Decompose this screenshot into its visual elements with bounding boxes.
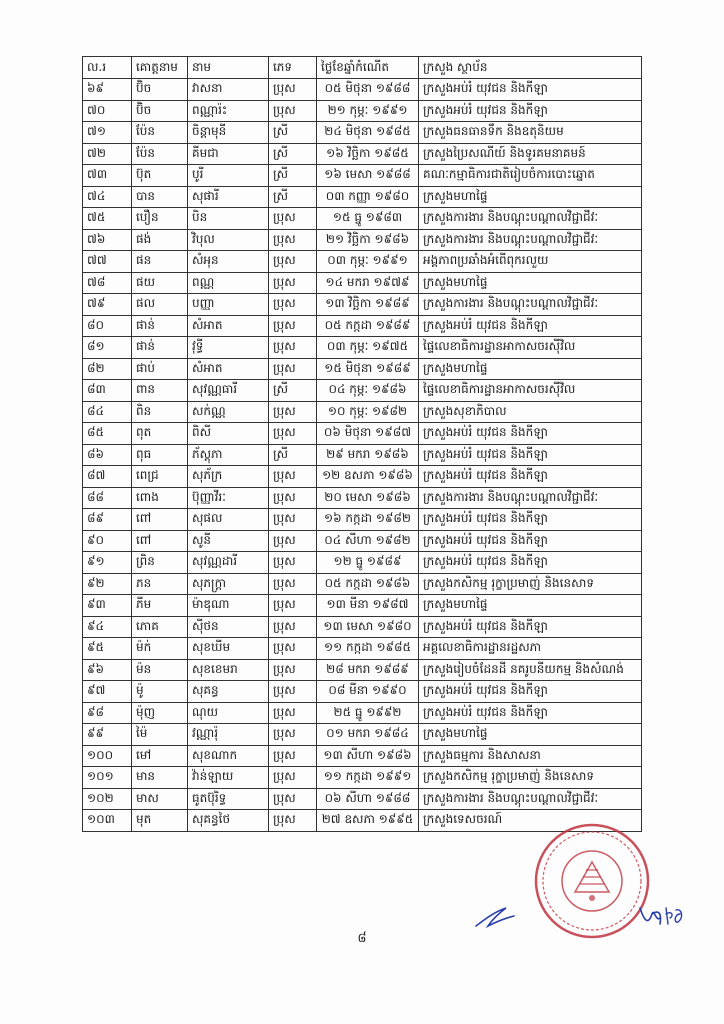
cell-ministry: ក្រសួងមហាផ្ទៃ bbox=[419, 595, 642, 617]
cell-no: ៧៩ bbox=[83, 294, 132, 316]
cell-ministry: ក្រសួងកសិកម្ម រុក្ខាប្រមាញ់ និងនេសាទ bbox=[419, 573, 642, 595]
cell-ministry: ក្រសួងអប់រំ យុវជន និងកីឡា bbox=[419, 552, 642, 574]
official-seal bbox=[533, 822, 651, 940]
table-row bbox=[83, 616, 642, 638]
table-row bbox=[83, 208, 642, 230]
cell-given-name: សុវណ្ណដារី bbox=[188, 552, 269, 574]
table-row bbox=[83, 745, 642, 767]
table-row bbox=[83, 79, 642, 101]
cell-no: ៧០ bbox=[83, 100, 132, 122]
cell-date-of-birth: ២៥ ធ្នូ ១៩៩២ bbox=[317, 702, 419, 724]
cell-date-of-birth: ០៥ កក្កដា ១៩៨៦ bbox=[317, 573, 419, 595]
cell-given-name: សុខខេមរា bbox=[188, 659, 269, 681]
cell-ministry: ក្រសួងអប់រំ យុវជន និងកីឡា bbox=[419, 444, 642, 466]
cell-date-of-birth: ០៣ កុម្ភៈ ១៩៩១ bbox=[317, 251, 419, 273]
cell-surname: ពុត bbox=[132, 423, 188, 445]
cell-ministry: អង្គភាពប្រឆាំងអំពើពុករលួយ bbox=[419, 251, 642, 273]
cell-ministry: ផ្ទៃលេខាធិការដ្ឋានអាកាសចរស៊ីវិល bbox=[419, 337, 642, 359]
cell-no: ៨៩ bbox=[83, 509, 132, 531]
cell-surname: ពៅ bbox=[132, 509, 188, 531]
cell-sex: ប្រុស bbox=[269, 337, 317, 359]
cell-sex: ស្រី bbox=[269, 380, 317, 402]
table-row bbox=[83, 401, 642, 423]
cell-ministry: គណៈកម្មាធិការជាតិរៀបចំការបោះឆ្នោត bbox=[419, 165, 642, 187]
cell-surname: ភីម bbox=[132, 595, 188, 617]
cell-date-of-birth: ២១ កុម្ភៈ ១៩៩១ bbox=[317, 100, 419, 122]
cell-no: ៧៣ bbox=[83, 165, 132, 187]
cell-ministry: ក្រសួងអប់រំ យុវជន និងកីឡា bbox=[419, 681, 642, 703]
cell-given-name: ពណ្ណ bbox=[188, 272, 269, 294]
cell-sex: ប្រុស bbox=[269, 702, 317, 724]
cell-surname: ពិន bbox=[132, 401, 188, 423]
cell-given-name: វិបុល bbox=[188, 229, 269, 251]
cell-date-of-birth: ០១ មករា ១៩៨៤ bbox=[317, 724, 419, 746]
cell-ministry: ក្រសួងការងារ និងបណ្តុះបណ្តាលវិជ្ជាជីវៈ bbox=[419, 788, 642, 810]
header-date-of-birth: ថ្ងៃខែឆ្នាំកំណើត bbox=[317, 57, 419, 79]
cell-sex: ប្រុស bbox=[269, 208, 317, 230]
cell-surname: ម៉ក់ bbox=[132, 638, 188, 660]
cell-no: ៨២ bbox=[83, 358, 132, 380]
cell-no: ៩៩ bbox=[83, 724, 132, 746]
cell-ministry: ក្រសួងធម្មការ និងសាសនា bbox=[419, 745, 642, 767]
cell-date-of-birth: ០៨ មីនា ១៩៩០ bbox=[317, 681, 419, 703]
cell-surname: ភោគ bbox=[132, 616, 188, 638]
table-row bbox=[83, 595, 642, 617]
cell-date-of-birth: ០៦ សីហា ១៩៨៨ bbox=[317, 788, 419, 810]
cell-surname: មាស bbox=[132, 788, 188, 810]
cell-date-of-birth: ១២ ធ្នូ ១៩៨៩ bbox=[317, 552, 419, 574]
cell-ministry: ក្រសួងអប់រំ យុវជន និងកីឡា bbox=[419, 509, 642, 531]
cell-given-name: ពិសី bbox=[188, 423, 269, 445]
cell-surname: ម៉ូ bbox=[132, 681, 188, 703]
cell-given-name: ណុយ bbox=[188, 702, 269, 724]
cell-given-name: សុវណ្ណធារី bbox=[188, 380, 269, 402]
cell-surname: ម៉ុញ bbox=[132, 702, 188, 724]
cell-surname: ផល bbox=[132, 294, 188, 316]
cell-sex: ប្រុស bbox=[269, 724, 317, 746]
table-row bbox=[83, 552, 642, 574]
cell-sex: ប្រុស bbox=[269, 616, 317, 638]
table-row bbox=[83, 143, 642, 165]
cell-surname: ប៉ែន bbox=[132, 122, 188, 144]
cell-no: ៨៤ bbox=[83, 401, 132, 423]
cell-ministry: ក្រសួងមហាផ្ទៃ bbox=[419, 272, 642, 294]
cell-no: ៩៨ bbox=[83, 702, 132, 724]
cell-sex: ប្រុស bbox=[269, 358, 317, 380]
cell-ministry: ក្រសួងអប់រំ យុវជន និងកីឡា bbox=[419, 702, 642, 724]
header-no: ល.រ bbox=[83, 57, 132, 79]
cell-sex: ស្រី bbox=[269, 444, 317, 466]
cell-surname: បឿន bbox=[132, 208, 188, 230]
cell-ministry: ក្រសួងអប់រំ យុវជន និងកីឡា bbox=[419, 616, 642, 638]
cell-date-of-birth: ០៣ កុម្ភៈ ១៩៧៥ bbox=[317, 337, 419, 359]
cell-ministry: ផ្ទៃលេខាធិការដ្ឋានអាកាសចរស៊ីវិល bbox=[419, 380, 642, 402]
cell-given-name: ប៊ុញ្ញាវីរៈ bbox=[188, 487, 269, 509]
cell-sex: ស្រី bbox=[269, 186, 317, 208]
cell-no: ៧១ bbox=[83, 122, 132, 144]
cell-date-of-birth: ១០ កុម្ភៈ ១៩៨២ bbox=[317, 401, 419, 423]
cell-date-of-birth: ១៦ មេសា ១៩៨៨ bbox=[317, 165, 419, 187]
cell-given-name: បូរី bbox=[188, 165, 269, 187]
cell-date-of-birth: ១៣ មីនា ១៩៨៧ bbox=[317, 595, 419, 617]
table-row bbox=[83, 315, 642, 337]
cell-date-of-birth: ២៤ មិថុនា ១៩៨៥ bbox=[317, 122, 419, 144]
cell-no: ៩១ bbox=[83, 552, 132, 574]
table-row bbox=[83, 272, 642, 294]
cell-sex: ប្រុស bbox=[269, 810, 317, 832]
cell-surname: មាន bbox=[132, 767, 188, 789]
table-row bbox=[83, 638, 642, 660]
cell-ministry: ក្រសួងមហាផ្ទៃ bbox=[419, 186, 642, 208]
cell-sex: ប្រុស bbox=[269, 530, 317, 552]
cell-sex: ប្រុស bbox=[269, 638, 317, 660]
cell-ministry: ក្រសួងអប់រំ យុវជន និងកីឡា bbox=[419, 79, 642, 101]
cell-date-of-birth: ០៥ កក្កដា ១៩៨៩ bbox=[317, 315, 419, 337]
cell-ministry: ក្រសួងការងារ និងបណ្តុះបណ្តាលវិជ្ជាជីវៈ bbox=[419, 208, 642, 230]
personnel-table bbox=[82, 56, 642, 832]
cell-no: ១០០ bbox=[83, 745, 132, 767]
cell-date-of-birth: ២៧ ឧសភា ១៩៩៥ bbox=[317, 810, 419, 832]
header-given-name: នាម bbox=[188, 57, 269, 79]
cell-ministry: ក្រសួងការងារ និងបណ្តុះបណ្តាលវិជ្ជាជីវៈ bbox=[419, 229, 642, 251]
cell-given-name: សំអុន bbox=[188, 251, 269, 273]
cell-ministry: ក្រសួងមហាផ្ទៃ bbox=[419, 358, 642, 380]
cell-date-of-birth: ០៣ កញ្ញា ១៩៨០ bbox=[317, 186, 419, 208]
cell-surname: ម៉ន bbox=[132, 659, 188, 681]
table-row bbox=[83, 337, 642, 359]
cell-ministry: ក្រសួងការងារ និងបណ្តុះបណ្តាលវិជ្ជាជីវៈ bbox=[419, 294, 642, 316]
cell-ministry: ក្រសួងមហាផ្ទៃ bbox=[419, 724, 642, 746]
cell-no: ៩៤ bbox=[83, 616, 132, 638]
cell-surname: ពេជ្រ bbox=[132, 466, 188, 488]
cell-no: ៧២ bbox=[83, 143, 132, 165]
cell-surname: ប៊ិច bbox=[132, 100, 188, 122]
table-row bbox=[83, 294, 642, 316]
cell-sex: ប្រុស bbox=[269, 552, 317, 574]
cell-given-name: សុខណាក bbox=[188, 745, 269, 767]
table-row bbox=[83, 573, 642, 595]
cell-no: ៦៩ bbox=[83, 79, 132, 101]
cell-sex: ប្រុស bbox=[269, 573, 317, 595]
cell-date-of-birth: ២៨ មករា ១៩៨៩ bbox=[317, 659, 419, 681]
cell-ministry: ក្រសួងសុខាភិបាល bbox=[419, 401, 642, 423]
cell-date-of-birth: ២៩ មករា ១៩៨៦ bbox=[317, 444, 419, 466]
cell-sex: ប្រុស bbox=[269, 251, 317, 273]
cell-date-of-birth: ១៤ មករា ១៩៧៩ bbox=[317, 272, 419, 294]
cell-given-name: វណ្ណារ៉ុ bbox=[188, 724, 269, 746]
initial-mark bbox=[472, 902, 518, 932]
table-row bbox=[83, 788, 642, 810]
cell-no: ៧៧ bbox=[83, 251, 132, 273]
cell-no: ៨៦ bbox=[83, 444, 132, 466]
cell-date-of-birth: ១៣ មេសា ១៩៨០ bbox=[317, 616, 419, 638]
table-row bbox=[83, 767, 642, 789]
cell-given-name: សុភក្ត្រា bbox=[188, 573, 269, 595]
table-row bbox=[83, 487, 642, 509]
cell-ministry: ក្រសួងកសិកម្ម រុក្ខាប្រមាញ់ និងនេសាទ bbox=[419, 767, 642, 789]
cell-surname: ពៅ bbox=[132, 530, 188, 552]
cell-sex: ប្រុស bbox=[269, 659, 317, 681]
page-number: ៨ bbox=[357, 931, 367, 946]
cell-sex: ប្រុស bbox=[269, 745, 317, 767]
cell-sex: ប្រុស bbox=[269, 595, 317, 617]
cell-ministry: ក្រសួងអប់រំ យុវជន និងកីឡា bbox=[419, 423, 642, 445]
cell-surname: ប៊ុត bbox=[132, 165, 188, 187]
cell-surname: ភន bbox=[132, 573, 188, 595]
cell-no: ៧៥ bbox=[83, 208, 132, 230]
cell-no: ៩៦ bbox=[83, 659, 132, 681]
cell-given-name: បិន bbox=[188, 208, 269, 230]
cell-sex: ស្រី bbox=[269, 122, 317, 144]
cell-ministry: ក្រសួងប្រៃសណីយ៍ និងទូរគមនាគមន៍ bbox=[419, 143, 642, 165]
cell-given-name: សក់ណ្ណ bbox=[188, 401, 269, 423]
cell-surname: ផន bbox=[132, 251, 188, 273]
cell-date-of-birth: ០៦ មិថុនា ១៩៨៧ bbox=[317, 423, 419, 445]
cell-sex: ស្រី bbox=[269, 143, 317, 165]
cell-sex: ស្រី bbox=[269, 165, 317, 187]
cell-sex: ប្រុស bbox=[269, 423, 317, 445]
table-row bbox=[83, 423, 642, 445]
table-row bbox=[83, 165, 642, 187]
cell-surname: ផយ bbox=[132, 272, 188, 294]
cell-no: ៩០ bbox=[83, 530, 132, 552]
cell-sex: ប្រុស bbox=[269, 79, 317, 101]
cell-given-name: សុផារី bbox=[188, 186, 269, 208]
cell-sex: ប្រុស bbox=[269, 401, 317, 423]
cell-no: ៨៨ bbox=[83, 487, 132, 509]
cell-ministry: ក្រសួងទេសចរណ៍ bbox=[419, 810, 642, 832]
header-sex: ភេទ bbox=[269, 57, 317, 79]
cell-no: ៨០ bbox=[83, 315, 132, 337]
cell-ministry: អគ្គលេខាធិការដ្ឋានរដ្ឋសភា bbox=[419, 638, 642, 660]
table-row bbox=[83, 530, 642, 552]
cell-given-name: ធូតប៊ុរិទ្ធ bbox=[188, 788, 269, 810]
cell-date-of-birth: ១៥ ធ្នូ ១៩៨៣ bbox=[317, 208, 419, 230]
cell-surname: ផាន់ bbox=[132, 315, 188, 337]
table-row bbox=[83, 659, 642, 681]
cell-surname: ផាន់ bbox=[132, 337, 188, 359]
cell-sex: ប្រុស bbox=[269, 767, 317, 789]
table-row bbox=[83, 251, 642, 273]
cell-sex: ប្រុស bbox=[269, 100, 317, 122]
cell-no: ៨៣ bbox=[83, 380, 132, 402]
cell-given-name: សុគន្ធថៃ bbox=[188, 810, 269, 832]
cell-date-of-birth: ១៦ កក្កដា ១៩៨២ bbox=[317, 509, 419, 531]
table-row bbox=[83, 702, 642, 724]
cell-no: ១០១ bbox=[83, 767, 132, 789]
cell-surname: ពាន bbox=[132, 380, 188, 402]
cell-ministry: ក្រសួងការងារ និងបណ្តុះបណ្តាលវិជ្ជាជីវៈ bbox=[419, 487, 642, 509]
table-row bbox=[83, 186, 642, 208]
cell-sex: ប្រុស bbox=[269, 509, 317, 531]
cell-given-name: សំអាត bbox=[188, 358, 269, 380]
cell-date-of-birth: ២០ មេសា ១៩៨៦ bbox=[317, 487, 419, 509]
cell-sex: ប្រុស bbox=[269, 315, 317, 337]
cell-given-name: សូនី bbox=[188, 530, 269, 552]
cell-no: ១០២ bbox=[83, 788, 132, 810]
table-row bbox=[83, 358, 642, 380]
table-row bbox=[83, 681, 642, 703]
table-header bbox=[83, 57, 642, 79]
cell-no: ៧៦ bbox=[83, 229, 132, 251]
cell-given-name: ភ័ស្តុភា bbox=[188, 444, 269, 466]
cell-ministry: ក្រសួងធនធានទឹក និងឧតុនិយម bbox=[419, 122, 642, 144]
cell-date-of-birth: ១៣ វិច្ឆិកា ១៩៨៩ bbox=[317, 294, 419, 316]
cell-date-of-birth: ០៤ សីហា ១៩៨២ bbox=[317, 530, 419, 552]
header-ministry: ក្រសួង ស្ថាប័ន bbox=[419, 57, 642, 79]
cell-surname: បាន bbox=[132, 186, 188, 208]
cell-sex: ប្រុស bbox=[269, 466, 317, 488]
cell-surname: ព្រិន bbox=[132, 552, 188, 574]
table-row bbox=[83, 509, 642, 531]
cell-surname: ម៉ៃ bbox=[132, 724, 188, 746]
cell-given-name: សុភ័ក្រ bbox=[188, 466, 269, 488]
cell-no: ៩២ bbox=[83, 573, 132, 595]
cell-sex: ប្រុស bbox=[269, 788, 317, 810]
cell-surname: ប៊ិច bbox=[132, 79, 188, 101]
cell-date-of-birth: ១៣ សីហា ១៩៨៦ bbox=[317, 745, 419, 767]
table-row bbox=[83, 122, 642, 144]
cell-given-name: សុគន្ធ bbox=[188, 681, 269, 703]
cell-ministry: ក្រសួងអប់រំ យុវជន និងកីឡា bbox=[419, 100, 642, 122]
cell-given-name: គីមជា bbox=[188, 143, 269, 165]
cell-no: ៧៨ bbox=[83, 272, 132, 294]
cell-surname: មៅ bbox=[132, 745, 188, 767]
cell-ministry: ក្រសួងអប់រំ យុវជន និងកីឡា bbox=[419, 530, 642, 552]
header-surname: គោត្តនាម bbox=[132, 57, 188, 79]
cell-given-name: សុខឃីម bbox=[188, 638, 269, 660]
cell-given-name: ម៉ាឌុណា bbox=[188, 595, 269, 617]
cell-date-of-birth: ១២ ឧសភា ១៩៨៦ bbox=[317, 466, 419, 488]
cell-ministry: ក្រសួងអប់រំ យុវជន និងកីឡា bbox=[419, 315, 642, 337]
cell-given-name: វ៉ាន់ឡាយ bbox=[188, 767, 269, 789]
table-row bbox=[83, 229, 642, 251]
cell-no: ៧៤ bbox=[83, 186, 132, 208]
cell-date-of-birth: ២១ វិច្ឆិកា ១៩៨៦ bbox=[317, 229, 419, 251]
cell-date-of-birth: ០៤ កុម្ភៈ ១៩៨៦ bbox=[317, 380, 419, 402]
signature bbox=[636, 900, 688, 932]
cell-given-name: សំអាត bbox=[188, 315, 269, 337]
cell-date-of-birth: ១៦ វិច្ឆិកា ១៩៨៥ bbox=[317, 143, 419, 165]
cell-sex: ប្រុស bbox=[269, 272, 317, 294]
cell-no: ៩៥ bbox=[83, 638, 132, 660]
cell-given-name: បញ្ញា bbox=[188, 294, 269, 316]
table-row bbox=[83, 444, 642, 466]
cell-no: ៩៧ bbox=[83, 681, 132, 703]
table-row bbox=[83, 100, 642, 122]
cell-no: ៨៧ bbox=[83, 466, 132, 488]
cell-given-name: វុទ្ធី bbox=[188, 337, 269, 359]
cell-date-of-birth: ០៥ មិថុនា ១៩៨៨ bbox=[317, 79, 419, 101]
cell-surname: ផាប់ bbox=[132, 358, 188, 380]
cell-surname: ផង់ bbox=[132, 229, 188, 251]
cell-given-name: វាសនា bbox=[188, 79, 269, 101]
cell-given-name: ពណ្ណារ៉ះ bbox=[188, 100, 269, 122]
cell-date-of-birth: ១១ កក្កដា ១៩៨៥ bbox=[317, 638, 419, 660]
cell-sex: ប្រុស bbox=[269, 294, 317, 316]
cell-surname: ពោង bbox=[132, 487, 188, 509]
cell-surname: មុត bbox=[132, 810, 188, 832]
table-row bbox=[83, 724, 642, 746]
cell-surname: ពុធ bbox=[132, 444, 188, 466]
cell-given-name: ចិន្តាមុនី bbox=[188, 122, 269, 144]
cell-surname: ប៉ែន bbox=[132, 143, 188, 165]
cell-sex: ប្រុស bbox=[269, 229, 317, 251]
cell-date-of-birth: ១៥ មិថុនា ១៩៨៩ bbox=[317, 358, 419, 380]
cell-no: ៩៣ bbox=[83, 595, 132, 617]
table-row bbox=[83, 380, 642, 402]
cell-given-name: ស៊ីថន bbox=[188, 616, 269, 638]
cell-ministry: ក្រសួងអប់រំ យុវជន និងកីឡា bbox=[419, 466, 642, 488]
cell-no: ៨៥ bbox=[83, 423, 132, 445]
header-row bbox=[83, 57, 642, 79]
cell-no: ១០៣ bbox=[83, 810, 132, 832]
cell-date-of-birth: ១១ កក្កដា ១៩៩១ bbox=[317, 767, 419, 789]
table-body bbox=[83, 79, 642, 832]
cell-ministry: ក្រសួងរៀបចំដែនដី នគរូបនីយកម្ម និងសំណង់ bbox=[419, 659, 642, 681]
cell-sex: ប្រុស bbox=[269, 487, 317, 509]
cell-given-name: សុផល bbox=[188, 509, 269, 531]
cell-no: ៨១ bbox=[83, 337, 132, 359]
table-row bbox=[83, 466, 642, 488]
cell-sex: ប្រុស bbox=[269, 681, 317, 703]
